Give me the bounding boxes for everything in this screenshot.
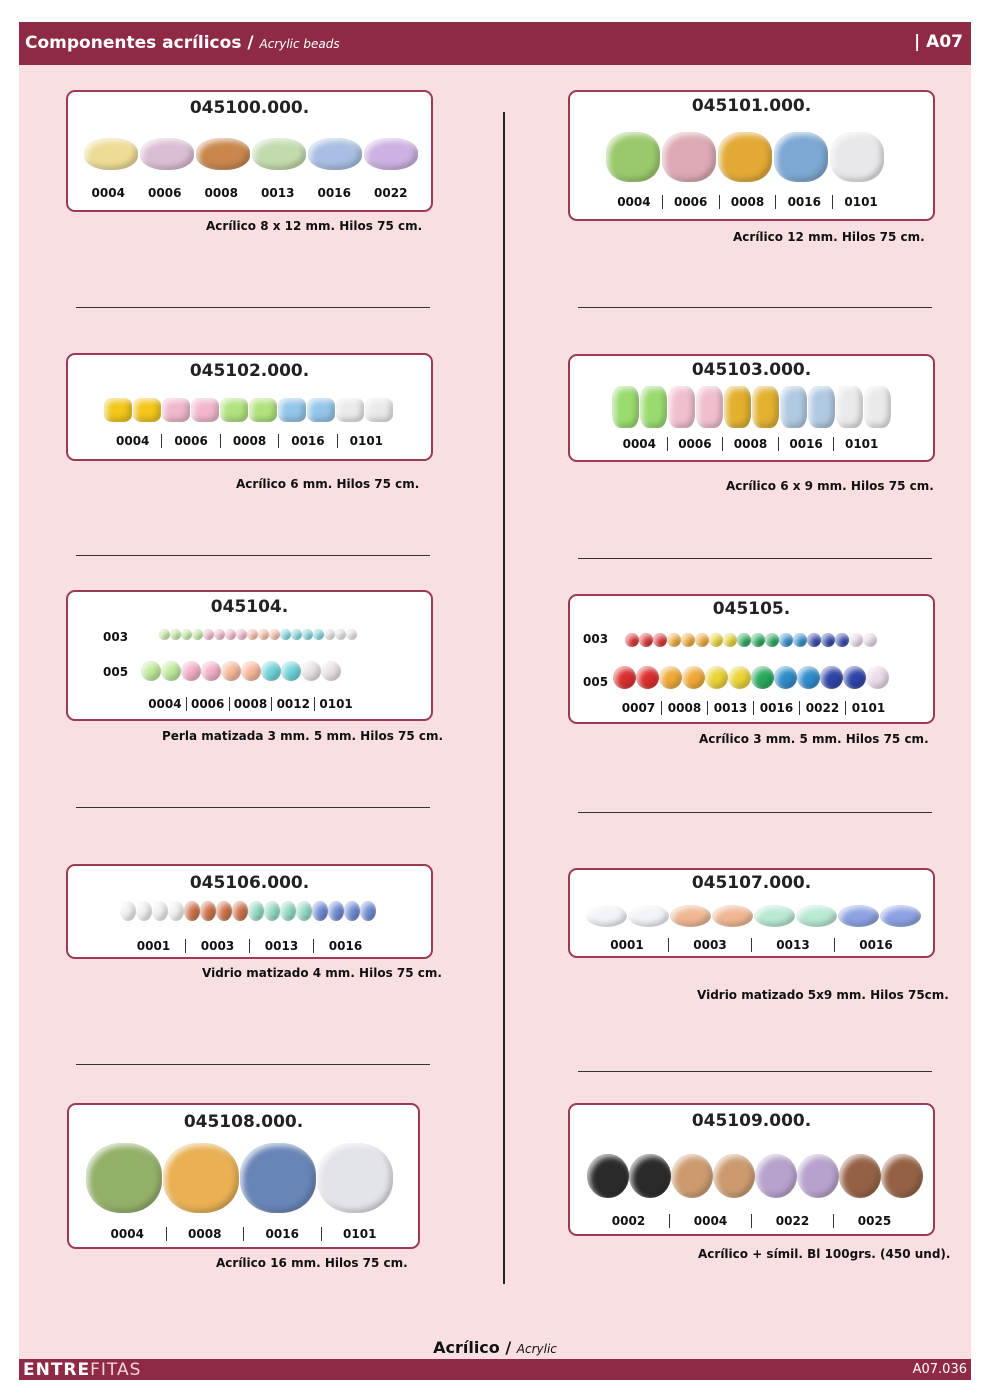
bead <box>141 661 161 681</box>
bead <box>162 398 190 422</box>
color-code: 0004 <box>148 697 182 711</box>
color-code: 0008 <box>229 697 272 711</box>
section-code: | A07 <box>914 32 963 52</box>
product-code: 045107.000. <box>691 873 812 893</box>
color-code: 0101 <box>337 434 395 448</box>
bead <box>240 1143 316 1213</box>
bead <box>774 666 797 689</box>
bead <box>278 398 306 422</box>
bead <box>214 629 225 640</box>
color-code: 0008 <box>204 186 238 200</box>
bead <box>821 633 835 647</box>
row-label: 003 <box>103 630 129 644</box>
bead <box>713 1154 755 1198</box>
bead <box>755 1154 797 1198</box>
bead <box>724 386 751 428</box>
color-code: 0013 <box>261 186 295 200</box>
product-code: 045101.000. <box>691 96 812 116</box>
color-codes <box>122 939 377 953</box>
bead <box>838 905 879 927</box>
bead <box>301 661 321 681</box>
bead <box>152 901 168 921</box>
bead <box>639 633 653 647</box>
bead <box>752 386 779 428</box>
bead <box>640 386 667 428</box>
bead <box>586 905 627 927</box>
separator-line <box>76 1064 430 1065</box>
bead <box>723 633 737 647</box>
color-code: 0006 <box>667 437 723 451</box>
color-code: 0013 <box>707 701 753 715</box>
bead <box>839 1154 881 1198</box>
bead <box>336 398 364 422</box>
product-description: Acrílico 16 mm. Hilos 75 cm. <box>216 1256 408 1270</box>
bead <box>133 398 161 422</box>
bead <box>181 661 201 681</box>
footer-title-text: Acrílico <box>433 1338 500 1357</box>
color-code: 0016 <box>313 939 377 953</box>
bead <box>793 633 807 647</box>
bead <box>881 1154 923 1198</box>
color-codes <box>80 186 419 200</box>
brand-bold: ENTRE <box>23 1360 91 1380</box>
brand-logo <box>23 1360 141 1380</box>
bead <box>751 633 765 647</box>
bead <box>280 901 296 921</box>
bead <box>321 661 341 681</box>
color-code: 0016 <box>243 1227 321 1241</box>
bead <box>296 901 312 921</box>
bead <box>335 629 346 640</box>
bead <box>317 1143 393 1213</box>
bead <box>328 901 344 921</box>
bead-strand-5mm <box>141 661 341 681</box>
color-code: 0004 <box>669 1214 751 1228</box>
bead <box>346 629 357 640</box>
footer-subtitle: Acrylic <box>516 1342 557 1356</box>
bead <box>737 633 751 647</box>
bead <box>280 629 291 640</box>
bead <box>606 132 660 182</box>
bead <box>344 901 360 921</box>
color-codes <box>144 697 357 711</box>
product-description: Vidrio matizado 5x9 mm. Hilos 75cm. <box>697 988 949 1002</box>
color-code: 0006 <box>148 186 182 200</box>
bead <box>191 398 219 422</box>
product-code: 045108.000. <box>183 1112 304 1132</box>
product-card-045101 <box>568 90 935 221</box>
bead <box>864 386 891 428</box>
color-code: 0012 <box>271 697 314 711</box>
footer-separator: / <box>505 1338 512 1357</box>
product-code: 045105. <box>712 599 791 619</box>
product-card-045108 <box>67 1103 420 1249</box>
separator-line <box>76 307 430 308</box>
bead <box>774 132 828 182</box>
row-label: 005 <box>103 665 129 679</box>
color-code: 0101 <box>832 195 889 209</box>
bead <box>836 386 863 428</box>
bead <box>184 901 200 921</box>
brand-light: FITAS <box>90 1360 142 1380</box>
separator-line <box>578 812 932 813</box>
page-number: A07.036 <box>912 1362 967 1377</box>
bead <box>670 905 711 927</box>
product-description: Acrílico 8 x 12 mm. Hilos 75 cm. <box>206 219 423 233</box>
bead <box>797 666 820 689</box>
bead-strand-3mm <box>625 633 877 647</box>
color-code: 0004 <box>91 186 125 200</box>
color-code: 0008 <box>166 1227 244 1241</box>
color-code: 0013 <box>249 939 313 953</box>
color-code: 0004 <box>110 1227 144 1241</box>
bead <box>668 386 695 428</box>
bead <box>220 398 248 422</box>
bead <box>880 905 921 927</box>
color-code: 0008 <box>719 195 776 209</box>
bead-strand-3mm <box>159 629 357 640</box>
bead <box>161 661 181 681</box>
bead-strand-5mm <box>613 666 889 689</box>
bead <box>662 132 716 182</box>
bead <box>86 1143 162 1213</box>
bead <box>863 633 877 647</box>
bead <box>780 386 807 428</box>
bead <box>835 633 849 647</box>
product-description: Acrílico 6 mm. Hilos 75 cm. <box>236 477 420 491</box>
bead <box>281 661 301 681</box>
product-card-045109 <box>568 1103 935 1236</box>
bead <box>192 629 203 640</box>
bead <box>365 398 393 422</box>
color-code: 0008 <box>661 701 707 715</box>
bead <box>203 629 214 640</box>
color-code: 0101 <box>833 437 889 451</box>
bead <box>168 901 184 921</box>
color-code: 0022 <box>799 701 845 715</box>
color-codes <box>606 195 889 209</box>
bead <box>613 666 636 689</box>
bead <box>241 661 261 681</box>
separator-line <box>76 807 430 808</box>
product-card-045103 <box>568 354 935 462</box>
product-code: 045102.000. <box>189 361 310 381</box>
color-code: 0004 <box>116 434 150 448</box>
bead <box>629 1154 671 1198</box>
bead <box>636 666 659 689</box>
color-code: 0016 <box>278 434 336 448</box>
bead <box>709 633 723 647</box>
color-code: 0006 <box>186 697 229 711</box>
bead <box>196 138 250 170</box>
color-code: 0007 <box>621 701 656 715</box>
bead <box>843 666 866 689</box>
bead <box>249 398 277 422</box>
bead <box>612 386 639 428</box>
color-code: 0004 <box>617 195 651 209</box>
bead-strand <box>120 901 376 921</box>
bead <box>628 905 669 927</box>
product-code: 045109.000. <box>691 1111 812 1131</box>
bead <box>866 666 889 689</box>
bead <box>302 629 313 640</box>
bead <box>170 629 181 640</box>
color-code: 0025 <box>833 1214 915 1228</box>
bead <box>120 901 136 921</box>
bead <box>849 633 863 647</box>
bead-strand <box>612 386 892 428</box>
color-codes <box>612 437 889 451</box>
bead-strand <box>587 1154 923 1198</box>
bead <box>653 633 667 647</box>
column-divider <box>503 112 505 1284</box>
bead <box>247 629 258 640</box>
bead <box>248 901 264 921</box>
bead <box>261 661 281 681</box>
bead-strand <box>586 905 922 927</box>
color-code: 0016 <box>778 437 834 451</box>
color-code: 0001 <box>610 938 644 952</box>
product-code: 045100.000. <box>189 98 310 118</box>
product-description: Acrílico 3 mm. 5 mm. Hilos 75 cm. <box>699 732 929 746</box>
separator-line <box>578 558 932 559</box>
product-card-045100 <box>66 90 433 212</box>
footer-bar <box>19 1359 971 1380</box>
bead <box>667 633 681 647</box>
bead <box>779 633 793 647</box>
bead <box>313 629 324 640</box>
bead <box>830 132 884 182</box>
bead <box>225 629 236 640</box>
product-card-045106 <box>66 864 433 959</box>
bead <box>308 138 362 170</box>
header-subtitle: Acrylic beads <box>259 37 340 51</box>
bead <box>718 132 772 182</box>
color-codes <box>89 1227 398 1241</box>
bead <box>216 901 232 921</box>
product-description: Acrílico + símil. Bl 100grs. (450 und). <box>698 1247 951 1261</box>
bead <box>312 901 328 921</box>
color-code: 0022 <box>374 186 408 200</box>
bead <box>682 666 705 689</box>
bead <box>84 138 138 170</box>
product-code: 045106.000. <box>189 873 310 893</box>
bead <box>820 666 843 689</box>
bead <box>104 398 132 422</box>
separator-line <box>578 307 932 308</box>
bead <box>163 1143 239 1213</box>
color-code: 0003 <box>668 938 751 952</box>
color-code: 0101 <box>314 697 357 711</box>
color-code: 0008 <box>722 437 778 451</box>
separator-line <box>578 1071 932 1072</box>
color-codes <box>616 701 891 715</box>
color-code: 0013 <box>751 938 834 952</box>
color-code: 0006 <box>662 195 719 209</box>
color-code: 0001 <box>136 939 171 953</box>
bead <box>808 386 835 428</box>
color-codes <box>588 1214 915 1228</box>
bead-strand <box>86 1143 394 1213</box>
bead <box>264 901 280 921</box>
color-code: 0016 <box>775 195 832 209</box>
product-card-045105 <box>568 594 935 724</box>
color-codes <box>104 434 395 448</box>
bead <box>201 661 221 681</box>
bead <box>291 629 302 640</box>
bead <box>232 901 248 921</box>
bead-strand <box>104 398 394 422</box>
product-code: 045104. <box>210 597 289 617</box>
bead <box>625 633 639 647</box>
color-codes <box>586 938 917 952</box>
product-card-045102 <box>66 353 433 461</box>
product-card-045107 <box>568 868 935 958</box>
bead <box>659 666 682 689</box>
bead <box>796 905 837 927</box>
bead <box>364 138 418 170</box>
header-bar <box>19 22 971 65</box>
color-code: 0008 <box>220 434 278 448</box>
product-code: 045103.000. <box>691 360 812 380</box>
row-label: 005 <box>583 675 609 689</box>
bead <box>681 633 695 647</box>
product-description: Vidrio matizado 4 mm. Hilos 75 cm. <box>202 966 442 980</box>
bead <box>705 666 728 689</box>
separator-line <box>76 555 430 556</box>
color-code: 0101 <box>845 701 891 715</box>
color-code: 0016 <box>834 938 917 952</box>
bead <box>252 138 306 170</box>
color-code: 0101 <box>321 1227 399 1241</box>
bead <box>324 629 335 640</box>
bead <box>221 661 241 681</box>
product-card-045104 <box>66 590 433 721</box>
bead <box>765 633 779 647</box>
color-code: 0002 <box>611 1214 646 1228</box>
product-description: Acrílico 12 mm. Hilos 75 cm. <box>733 230 925 244</box>
bead <box>751 666 774 689</box>
color-code: 0016 <box>753 701 799 715</box>
bead <box>754 905 795 927</box>
bead <box>181 629 192 640</box>
bead <box>712 905 753 927</box>
footer-title <box>0 1338 990 1357</box>
header-title <box>25 33 340 53</box>
bead <box>807 633 821 647</box>
color-code: 0022 <box>751 1214 833 1228</box>
color-code: 0006 <box>161 434 219 448</box>
header-title-text: Componentes acrílicos <box>25 33 242 53</box>
bead <box>200 901 216 921</box>
bead <box>728 666 751 689</box>
bead <box>671 1154 713 1198</box>
bead <box>269 629 280 640</box>
bead <box>136 901 152 921</box>
bead <box>258 629 269 640</box>
header-separator: / <box>247 33 254 53</box>
color-code: 0003 <box>185 939 249 953</box>
bead <box>696 386 723 428</box>
row-label: 003 <box>583 632 609 646</box>
bead <box>587 1154 629 1198</box>
bead <box>360 901 376 921</box>
color-code: 0004 <box>622 437 656 451</box>
bead <box>159 629 170 640</box>
bead <box>695 633 709 647</box>
bead <box>307 398 335 422</box>
bead-strand <box>84 138 420 170</box>
color-code: 0016 <box>317 186 351 200</box>
product-description: Perla matizada 3 mm. 5 mm. Hilos 75 cm. <box>162 729 444 743</box>
product-description: Acrílico 6 x 9 mm. Hilos 75 cm. <box>726 479 934 493</box>
bead <box>797 1154 839 1198</box>
bead <box>140 138 194 170</box>
bead-strand <box>606 132 886 182</box>
bead <box>236 629 247 640</box>
